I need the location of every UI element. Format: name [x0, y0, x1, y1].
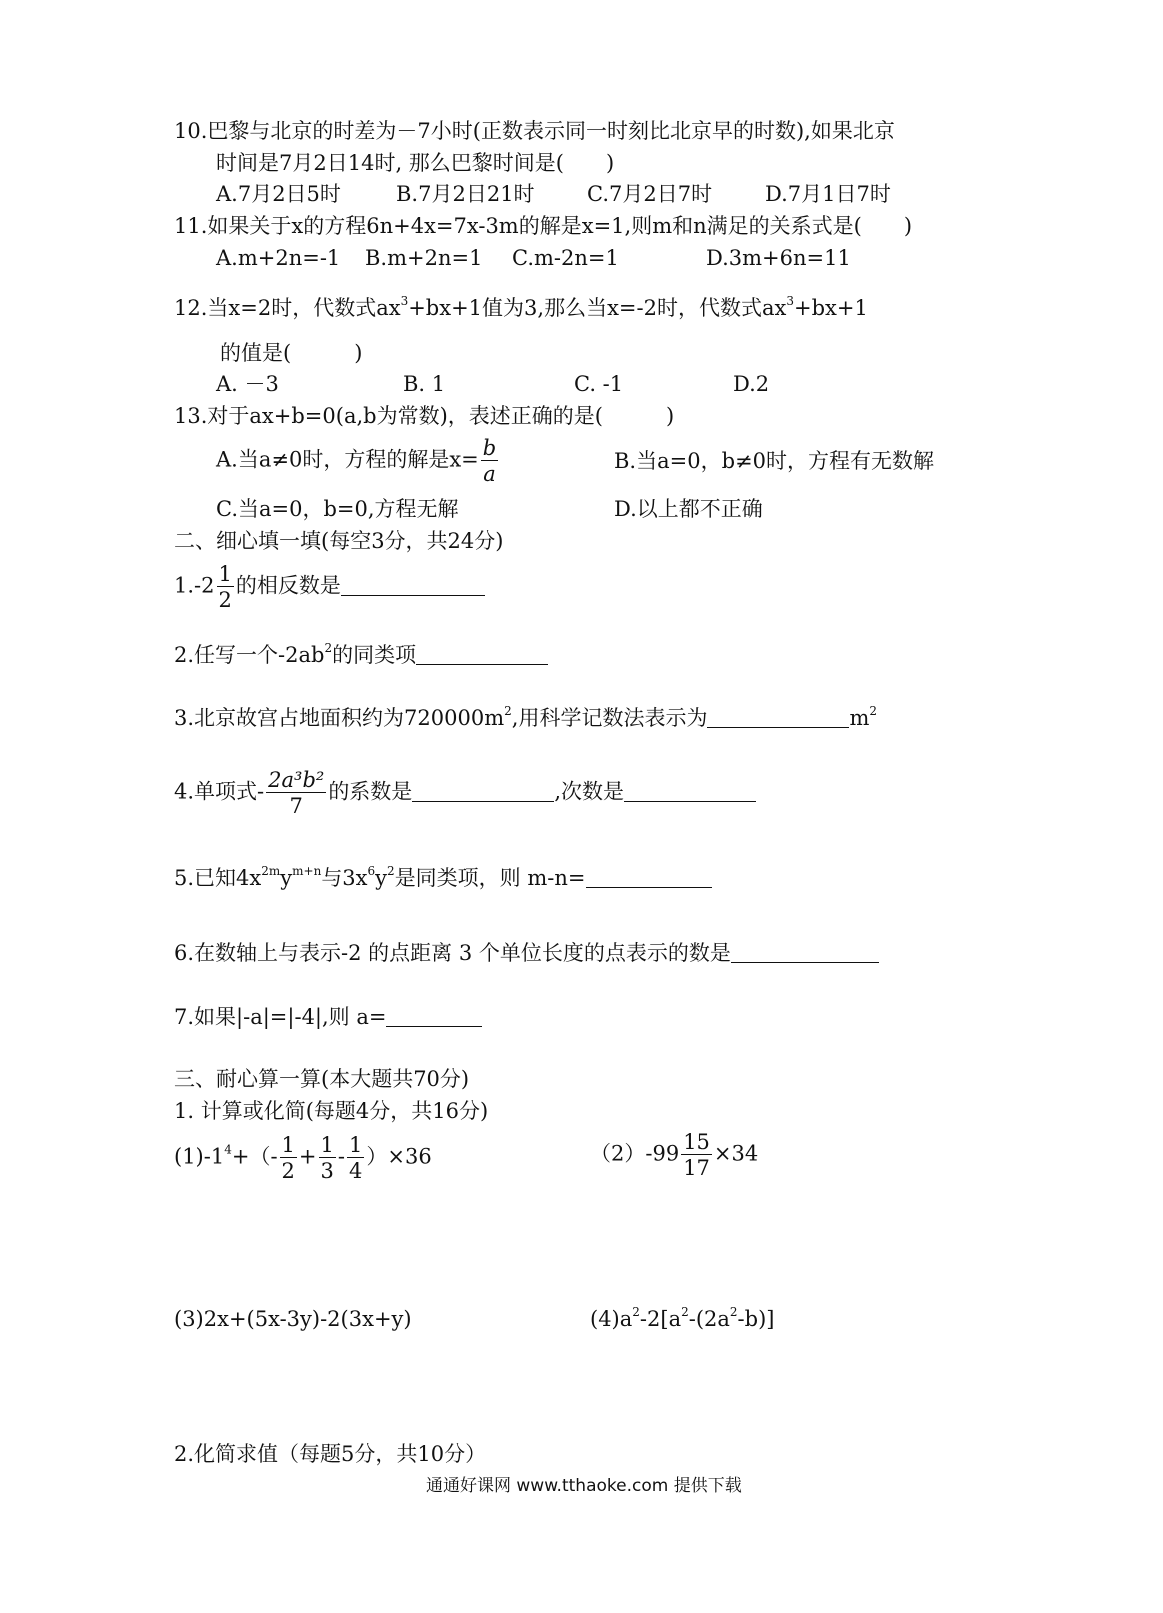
- calc-2-prefix: （2）-99: [590, 1141, 680, 1166]
- fraction-one-third: [319, 1134, 336, 1182]
- fill-item-6: [174, 943, 879, 964]
- section2-heading: 二、细心填一填(每空3分，共24分): [174, 529, 504, 553]
- section3-sub2-heading: 2.化简求值（每题5分，共10分）: [174, 1442, 487, 1466]
- calc-1-exponent: 4: [224, 1142, 232, 1157]
- fill-2-prefix: 2.任写一个-2ab: [174, 643, 325, 667]
- q11-line1: 11.如果关于x的方程6n+4x=7x-3m的解是x=1,则m和n满足的关系式是( ): [174, 214, 913, 238]
- fraction-denominator: 17: [683, 1156, 710, 1181]
- calc-item-3: (3)2x+(5x-3y)-2(3x+y): [174, 1307, 412, 1331]
- fill-5-prefix: 5.已知4x: [174, 866, 262, 890]
- q12-option-d: D.2: [733, 372, 770, 396]
- q12-line1: [174, 294, 868, 320]
- calc-4-prefix: (4)a: [590, 1307, 633, 1331]
- q12-text-part3: +bx+1: [793, 296, 868, 320]
- section3-sub1-heading: 1. 计算或化简(每题4分，共16分): [174, 1099, 489, 1123]
- fill-5-variable: y: [280, 866, 293, 890]
- calc-item-1: [174, 1134, 432, 1182]
- q11-option-b: B.m+2n=1: [365, 246, 483, 270]
- calc-1-suffix: ）×36: [366, 1144, 432, 1169]
- fraction-b-over-a: [481, 437, 498, 485]
- fill-item-7: [174, 1007, 482, 1028]
- fill-5-text: 与3x: [321, 866, 368, 890]
- fraction-denominator: 4: [349, 1159, 363, 1184]
- fraction-numerator: b: [482, 436, 497, 460]
- fraction-denominator: 7: [289, 794, 303, 819]
- fill-item-4: [174, 769, 756, 817]
- q12-exponent-2: 3: [786, 294, 794, 308]
- fraction-denominator: 3: [320, 1159, 334, 1184]
- answer-blank[interactable]: [586, 869, 712, 888]
- q13-option-a: [216, 437, 500, 485]
- fraction-fifteen-seventeenths: [681, 1131, 712, 1179]
- fill-3-unit: m: [849, 706, 870, 730]
- fill-4-text-2: ,次数是: [554, 779, 624, 804]
- calc-4-exponent: 2: [729, 1305, 738, 1319]
- calc-2-suffix: ×34: [713, 1141, 759, 1166]
- fill-item-2: [174, 641, 548, 667]
- fraction-denominator: 2: [281, 1159, 295, 1184]
- q10-option-a: A.7月2日5时: [216, 182, 341, 206]
- fraction-one-half: [217, 563, 234, 611]
- answer-blank[interactable]: [731, 944, 879, 963]
- calc-1-text: +（-: [231, 1144, 278, 1169]
- fill-3-prefix: 3.北京故宫占地面积约为720000m: [174, 706, 505, 730]
- answer-blank[interactable]: [416, 646, 548, 665]
- q13-line1: 13.对于ax+b=0(a,b为常数)，表述正确的是( ): [174, 404, 675, 428]
- q11-option-a: A.m+2n=-1: [216, 246, 341, 270]
- fraction-one-half: [280, 1134, 297, 1182]
- fraction-one-quarter: [347, 1134, 364, 1182]
- answer-blank[interactable]: [624, 783, 756, 802]
- fill-3-unit-exponent: 2: [869, 704, 878, 718]
- calc-4-text-2: -(2a: [688, 1307, 730, 1331]
- fraction-denominator: a: [483, 462, 496, 487]
- answer-blank[interactable]: [386, 1008, 482, 1027]
- fill-4-prefix: 4.单项式-: [174, 779, 265, 804]
- calc-4-exponent: 2: [681, 1305, 689, 1319]
- fill-5-exponent: m+n: [292, 864, 322, 878]
- fill-7-text: 7.如果|-a|=|-4|,则 a=: [174, 1005, 387, 1029]
- fraction-denominator: 2: [218, 588, 232, 613]
- fraction-numerator: 15: [683, 1130, 710, 1154]
- q12-line2: 的值是( ): [220, 341, 363, 365]
- q13-option-d: D.以上都不正确: [614, 497, 763, 521]
- q10-option-d: D.7月1日7时: [765, 182, 891, 206]
- fill-6-text: 6.在数轴上与表示-2 的点距离 3 个单位长度的点表示的数是: [174, 941, 731, 965]
- minus-sign: -: [337, 1144, 346, 1169]
- q13-option-a-text: A.当a≠0时，方程的解是x=: [216, 447, 479, 472]
- fill-5-exponent: 6: [367, 864, 376, 878]
- answer-blank[interactable]: [341, 577, 485, 596]
- q13-option-b: B.当a=0，b≠0时，方程有无数解: [614, 449, 934, 473]
- q10-option-c: C.7月2日7时: [587, 182, 713, 206]
- calc-item-2: [590, 1131, 758, 1179]
- fill-5-text-2: 是同类项，则 m-n=: [394, 866, 586, 890]
- fraction-numerator: 1: [218, 562, 232, 586]
- q11-option-d: D.3m+6n=11: [706, 246, 851, 270]
- q11-option-c: C.m-2n=1: [512, 246, 619, 270]
- page-footer: 通通好课网 www.tthaoke.com 提供下载: [426, 1476, 742, 1496]
- q12-option-b: B. 1: [403, 372, 446, 396]
- q10-line1: 10.巴黎与北京的时差为－7小时(正数表示同一时刻比北京早的时数),如果北京: [174, 119, 895, 143]
- q10-option-b: B.7月2日21时: [396, 182, 535, 206]
- fill-4-text: 的系数是: [328, 779, 413, 804]
- fill-item-5: [174, 864, 712, 890]
- fill-5-exponent: 2m: [261, 864, 281, 878]
- q12-option-a: A. －3: [216, 372, 279, 396]
- fraction-numerator: 1: [320, 1133, 334, 1157]
- fill-2-text: 的同类项: [332, 643, 417, 667]
- q12-option-c: C. -1: [574, 372, 624, 396]
- section3-heading: 三、耐心算一算(本大题共70分): [174, 1067, 470, 1091]
- fraction-numerator: 1: [349, 1133, 363, 1157]
- q12-exponent-1: 3: [400, 294, 409, 308]
- fill-3-text: ,用科学记数法表示为: [511, 706, 708, 730]
- fraction-numerator: 1: [281, 1133, 295, 1157]
- fill-5-exponent: 2: [387, 864, 395, 878]
- answer-blank[interactable]: [412, 783, 554, 802]
- fill-1-text: 的相反数是: [235, 573, 341, 598]
- fill-2-exponent: 2: [324, 641, 333, 655]
- calc-4-exponent: 2: [632, 1305, 640, 1319]
- calc-1-prefix: (1)-1: [174, 1144, 225, 1169]
- fill-1-prefix: 1.-2: [174, 573, 215, 598]
- fill-3-exponent: 2: [504, 704, 512, 718]
- q13-option-c: C.当a=0，b=0,方程无解: [216, 497, 459, 521]
- answer-blank[interactable]: [707, 709, 849, 728]
- plus-sign: +: [298, 1144, 317, 1169]
- fraction-monomial: [266, 769, 326, 817]
- q12-text-part2: +bx+1值为3,那么当x=-2时，代数式ax: [408, 296, 787, 320]
- calc-4-suffix: -b)]: [737, 1307, 775, 1331]
- calc-4-text: -2[a: [639, 1307, 682, 1331]
- calc-item-4: [590, 1305, 775, 1331]
- q12-text-part1: 12.当x=2时，代数式ax: [174, 296, 401, 320]
- q10-line2: 时间是7月2日14时, 那么巴黎时间是( ): [216, 151, 615, 175]
- fill-item-1: [174, 563, 485, 611]
- fill-5-variable: y: [375, 866, 388, 890]
- fill-item-3: [174, 704, 878, 730]
- fraction-numerator: 2a³b²: [268, 768, 325, 792]
